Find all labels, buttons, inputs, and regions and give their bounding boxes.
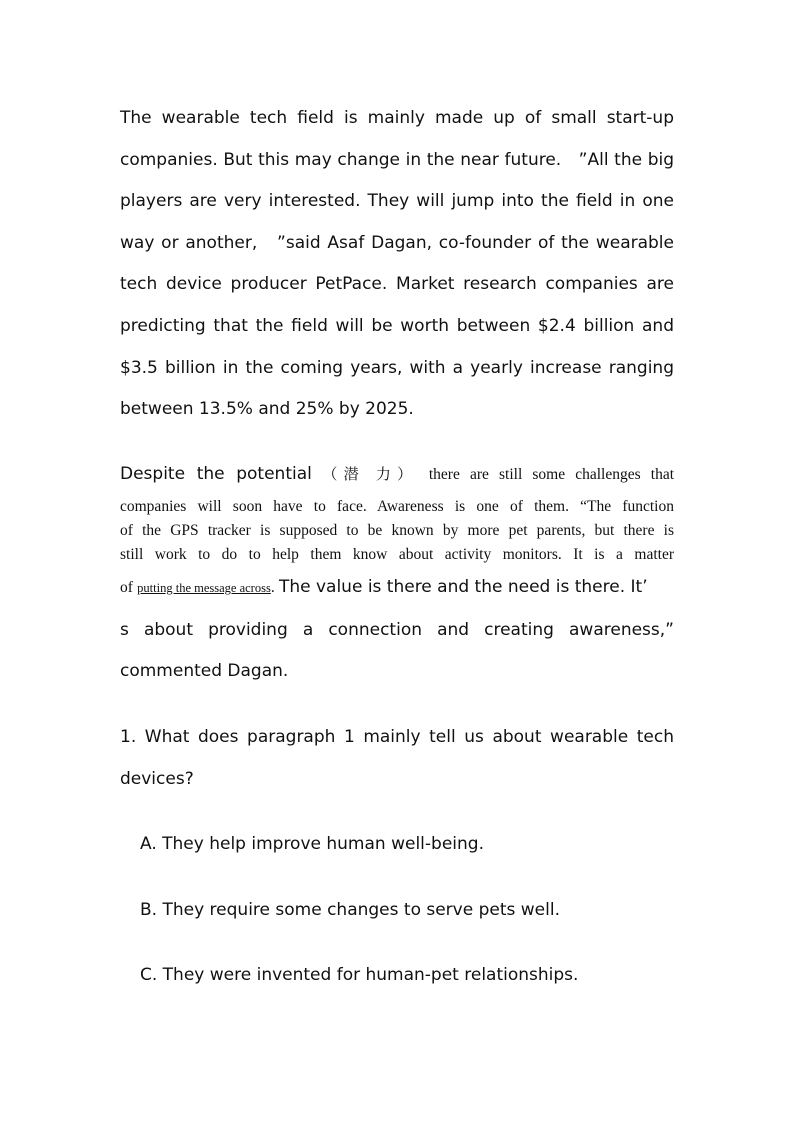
paragraph2-line-4: still work to do to help them know about activity monitors. It is a matter — [120, 546, 674, 563]
underlined-phrase-period: . — [270, 579, 275, 596]
paragraph1-line-1: The wearable tech field is mainly made up of small start-up — [120, 108, 674, 128]
paragraph2-line-1 — [120, 463, 674, 485]
paragraph2-line-7: commented Dagan. — [120, 661, 289, 681]
paragraph1-line-8: between 13.5% and 25% by 2025. — [120, 399, 414, 419]
paragraph2-sans-text: Despite the potential — [120, 464, 312, 484]
paragraph1-line-5: tech device producer PetPace. Market research companies are — [120, 274, 674, 294]
paragraph2-line-2: companies will soon have to face. Awareness is one of them. “The function — [120, 498, 674, 515]
question1-stem-line-1: 1. What does paragraph 1 mainly tell us about wearable tech — [120, 727, 674, 747]
question1-stem-line-2: devices? — [120, 769, 194, 789]
paragraph2-chinese-gloss: （潜 力） — [322, 465, 419, 483]
paragraph2-serif-text: there are still some challenges that — [428, 466, 675, 483]
paragraph2-sans-continuation: The value is there and the need is there. It’ — [278, 577, 648, 597]
paragraph2-line-6: s about providing a connection and creating awareness,” — [120, 620, 674, 640]
paragraph1-line-2: companies. But this may change in the near future. ”All the big — [120, 150, 674, 170]
paragraph2-line-3: of the GPS tracker is supposed to be known by more pet parents, but there is — [120, 522, 674, 539]
paragraph1-line-6: predicting that the field will be worth between $2.4 billion and — [120, 316, 674, 336]
question1-option-b: B. They require some changes to serve pets well. — [140, 900, 560, 920]
paragraph2-line-5 — [120, 576, 674, 599]
paragraph1-line-3: players are very interested. They will jump into the field in one — [120, 191, 674, 211]
underlined-phrase: putting the message across — [137, 581, 271, 595]
question1-option-a: A. They help improve human well-being. — [140, 834, 484, 854]
question1-option-c: C. They were invented for human-pet relationships. — [140, 965, 579, 985]
paragraph1-line-4: way or another, ”said Asaf Dagan, co-founder of the wearable — [120, 233, 674, 253]
paragraph1-line-7: $3.5 billion in the coming years, with a yearly increase ranging — [120, 358, 674, 378]
paragraph2-of: of — [120, 579, 133, 596]
